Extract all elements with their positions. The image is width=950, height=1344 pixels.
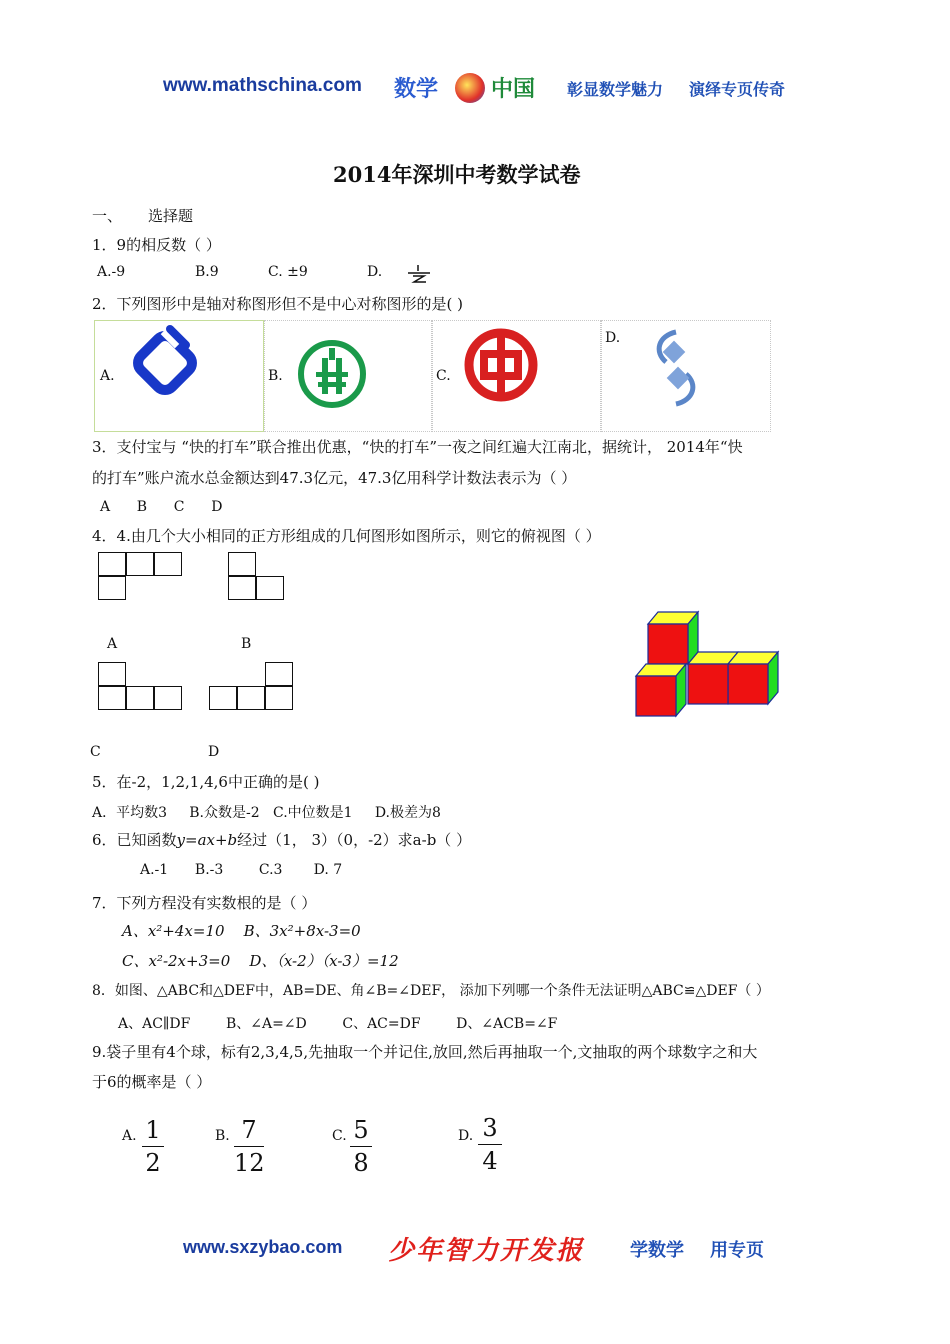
q3-options: A B C D [100, 499, 223, 515]
q4-cube-figure [632, 608, 784, 720]
q6-options: A.-1 B.-3 C.3 D. 7 [140, 862, 343, 878]
q4-stem: 4．4.由几个大小相同的正方形组成的几何图形如图所示，则它的俯视图（ ） [92, 527, 601, 545]
bank-logo-a-icon [126, 323, 204, 399]
q1-option-c: C. ±9 [268, 264, 308, 280]
footer-brand: 少年智力开发报 [388, 1236, 585, 1266]
header-logo-icon [455, 73, 485, 103]
q7-options-cd: C、x²-2x+3=0 D、（x-2）（x-3）=12 [122, 952, 399, 970]
footer-slogan-1: 学数学 [630, 1240, 684, 1261]
q1-option-b: B.9 [195, 264, 219, 280]
q4-option-a: A [107, 636, 118, 652]
q7-stem: 7．下列方程没有实数根的是（ ） [92, 894, 317, 912]
q8-options: A、AC∥DF B、∠A=∠D C、AC=DF D、∠ACB=∠F [118, 1016, 558, 1032]
bank-logo-c-icon [464, 328, 538, 402]
q4-option-c: C [90, 744, 101, 760]
footer-slogan-2: 用专页 [710, 1240, 764, 1261]
q4-option-d: D [208, 744, 220, 760]
q5-options: A．平均数3 B.众数是-2 C.中位数是1 D.极差为8 [92, 805, 441, 821]
q1-option-a: A.-9 [97, 264, 126, 280]
q9-line-2: 于6的概率是（ ） [92, 1073, 212, 1091]
q6-stem: 6．已知函数y=ax+b经过（1， 3）（0，-2）求a-b（ ） [92, 831, 472, 849]
section-label: 选择题 [148, 207, 194, 225]
q9-option-b-fraction: 7 12 [234, 1116, 265, 1177]
page-title: 2014年深圳中考数学试卷 [333, 162, 581, 187]
header-url[interactable]: www.mathschina.com [163, 75, 362, 96]
q9-option-d-fraction: 3 4 [478, 1114, 502, 1175]
q7-options-ab: A、x²+4x=10 B、3x²+8x-3=0 [122, 922, 361, 940]
q5-stem: 5．在-2，1,2,1,4,6中正确的是( ) [92, 773, 320, 791]
q2-stem: 2．下列图形中是轴对称图形但不是中心对称图形的是( ) [92, 295, 464, 313]
bank-logo-d-icon [650, 328, 702, 408]
q9-option-a-fraction: 1 2 [142, 1116, 164, 1177]
q1-option-d: D. [367, 264, 383, 280]
q4-option-b: B [241, 636, 252, 652]
q3-line-1: 3．支付宝与 “快的打车”联合推出优惠，“快的打车”一夜之间红遍大江南北，据统计， 2014年“快 [92, 438, 743, 456]
q1-stem: 1．9的相反数（ ） [92, 236, 221, 254]
header-logo-right: 中国 [491, 77, 536, 102]
q8-stem: 8．如图、△ABC和△DEF中，AB=DE、角∠B=∠DEF， 添加下列哪一个条件无法证明△ABC≌△DEF（ ） [92, 983, 770, 999]
header-slogan-2: 演绎专页传奇 [689, 80, 786, 99]
q2-option-c: C. [436, 368, 451, 384]
q9-option-c-fraction: 5 8 [350, 1116, 372, 1177]
q2-option-a: A. [100, 368, 115, 384]
q2-option-b: B. [268, 368, 283, 384]
section-number: 一、 [92, 207, 123, 225]
q6-formula: y=ax+b [176, 831, 238, 849]
q9-option-b-label: B. [215, 1128, 230, 1144]
bank-logo-b-icon [296, 338, 368, 410]
footer-url[interactable]: www.sxzybao.com [183, 1237, 343, 1257]
q9-option-c-label: C. [332, 1128, 347, 1144]
q2-option-d: D. [605, 330, 621, 346]
q9-option-a-label: A. [122, 1128, 137, 1144]
q9-line-1: 9.袋子里有4个球，标有2,3,4,5,先抽取一个并记住,放回,然后再抽取一个,文抽取的两个球数字之和大 [92, 1043, 758, 1061]
q9-option-d-label: D. [458, 1128, 474, 1144]
q3-line-2: 的打车”账户流水总金额达到47.3亿元，47.3亿用科学计数法表示为（ ） [92, 469, 577, 487]
header-logo-left: 数学 [394, 77, 439, 102]
header-slogan-1: 彰显数学魅力 [567, 80, 664, 99]
q1-fraction-glyph [404, 262, 434, 284]
